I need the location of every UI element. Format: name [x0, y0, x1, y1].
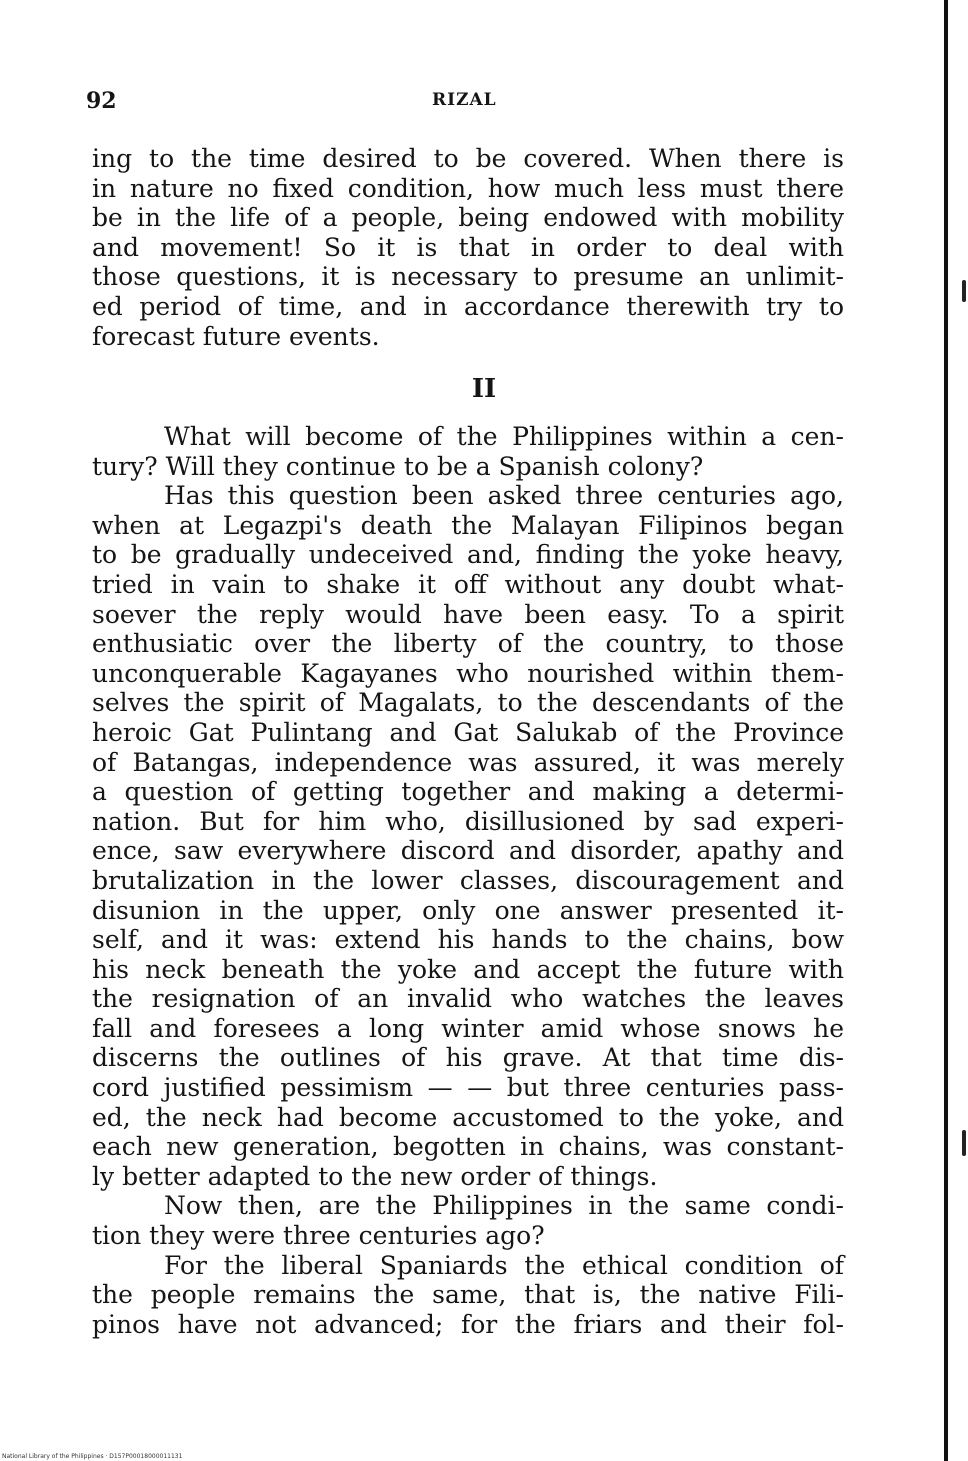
- text-line: the people remains the same, that is, the native Fili-: [92, 1280, 844, 1310]
- text-line: forecast future events.: [92, 321, 380, 351]
- text-line: enthusiatic over the liberty of the country, to those: [92, 629, 844, 659]
- text-line: disunion in the upper, only one answer presented it-: [92, 895, 844, 925]
- text-line: self, and it was: extend his hands to the chains, bow: [92, 925, 844, 955]
- text-line: tury? Will they continue to be a Spanish colony?: [92, 451, 704, 481]
- text-line: selves the spirit of Magalats, to the descendants of the: [92, 688, 844, 718]
- text-line: Has this question been asked three centuries ago,: [164, 481, 844, 511]
- text-line: brutalization in the lower classes, discouragement and: [92, 865, 844, 895]
- section-heading: II: [471, 374, 497, 404]
- text-line: What will become of the Philippines within a cen-: [164, 422, 844, 451]
- text-line: those questions, it is necessary to presume an unlimit-: [92, 262, 844, 292]
- edge-speck: [962, 1130, 966, 1156]
- text-line: a question of getting together and making a determi-: [92, 777, 844, 807]
- text-line: pinos have not advanced; for the friars and their fol-: [92, 1309, 844, 1339]
- edge-speck: [962, 280, 966, 302]
- body-text: [92, 422, 844, 1339]
- page-number: 92: [86, 88, 117, 114]
- text-line: For the liberal Spaniards the ethical condition of: [164, 1250, 844, 1280]
- text-line: cord justified pessimism — — but three centuries pass-: [92, 1073, 844, 1103]
- text-line: ing to the time desired to be covered. When there is: [92, 144, 844, 173]
- text-line: ed period of time, and in accordance therewith try to: [92, 291, 844, 321]
- text-line: be in the life of a people, being endowed with mobility: [92, 203, 844, 233]
- page-edge-line: [944, 0, 948, 1461]
- text-line: ed, the neck had become accustomed to the yoke, and: [92, 1102, 844, 1132]
- text-line: fall and foresees a long winter amid whose snows he: [92, 1013, 844, 1043]
- text-line: Now then, are the Philippines in the same condi-: [164, 1191, 844, 1221]
- text-line: ly better adapted to the new order of things.: [92, 1161, 658, 1191]
- text-line: to be gradually undeceived and, finding the yoke heavy,: [92, 540, 844, 570]
- text-line: nation. But for him who, disillusioned by sad experi-: [92, 806, 844, 836]
- text-line: of Batangas, independence was assured, it was merely: [92, 747, 844, 777]
- running-title: RIZAL: [432, 90, 497, 110]
- text-line: his neck beneath the yoke and accept the future with: [92, 954, 844, 984]
- text-line: soever the reply would have been easy. To a spirit: [92, 599, 844, 629]
- text-line: in nature no fixed condition, how much less must there: [92, 173, 844, 203]
- text-line: unconquerable Kagayanes who nourished within them-: [92, 658, 844, 688]
- text-line: tion they were three centuries ago?: [92, 1221, 545, 1251]
- paragraph-continued: [92, 144, 844, 351]
- text-line: ence, saw everywhere discord and disorder, apathy and: [92, 836, 844, 866]
- text-line: when at Legazpi's death the Malayan Filipinos began: [92, 510, 844, 540]
- text-line: each new generation, begotten in chains, was constant-: [92, 1132, 844, 1162]
- archive-footer: National Library of the Philippines · D157P00018000011131: [2, 1453, 183, 1460]
- text-line: tried in vain to shake it off without any doubt what-: [92, 569, 844, 599]
- text-line: heroic Gat Pulintang and Gat Salukab of the Province: [92, 717, 844, 747]
- text-line: and movement! So it is that in order to deal with: [92, 232, 844, 262]
- text-line: the resignation of an invalid who watches the leaves: [92, 984, 844, 1014]
- text-line: discerns the outlines of his grave. At that time dis-: [92, 1043, 844, 1073]
